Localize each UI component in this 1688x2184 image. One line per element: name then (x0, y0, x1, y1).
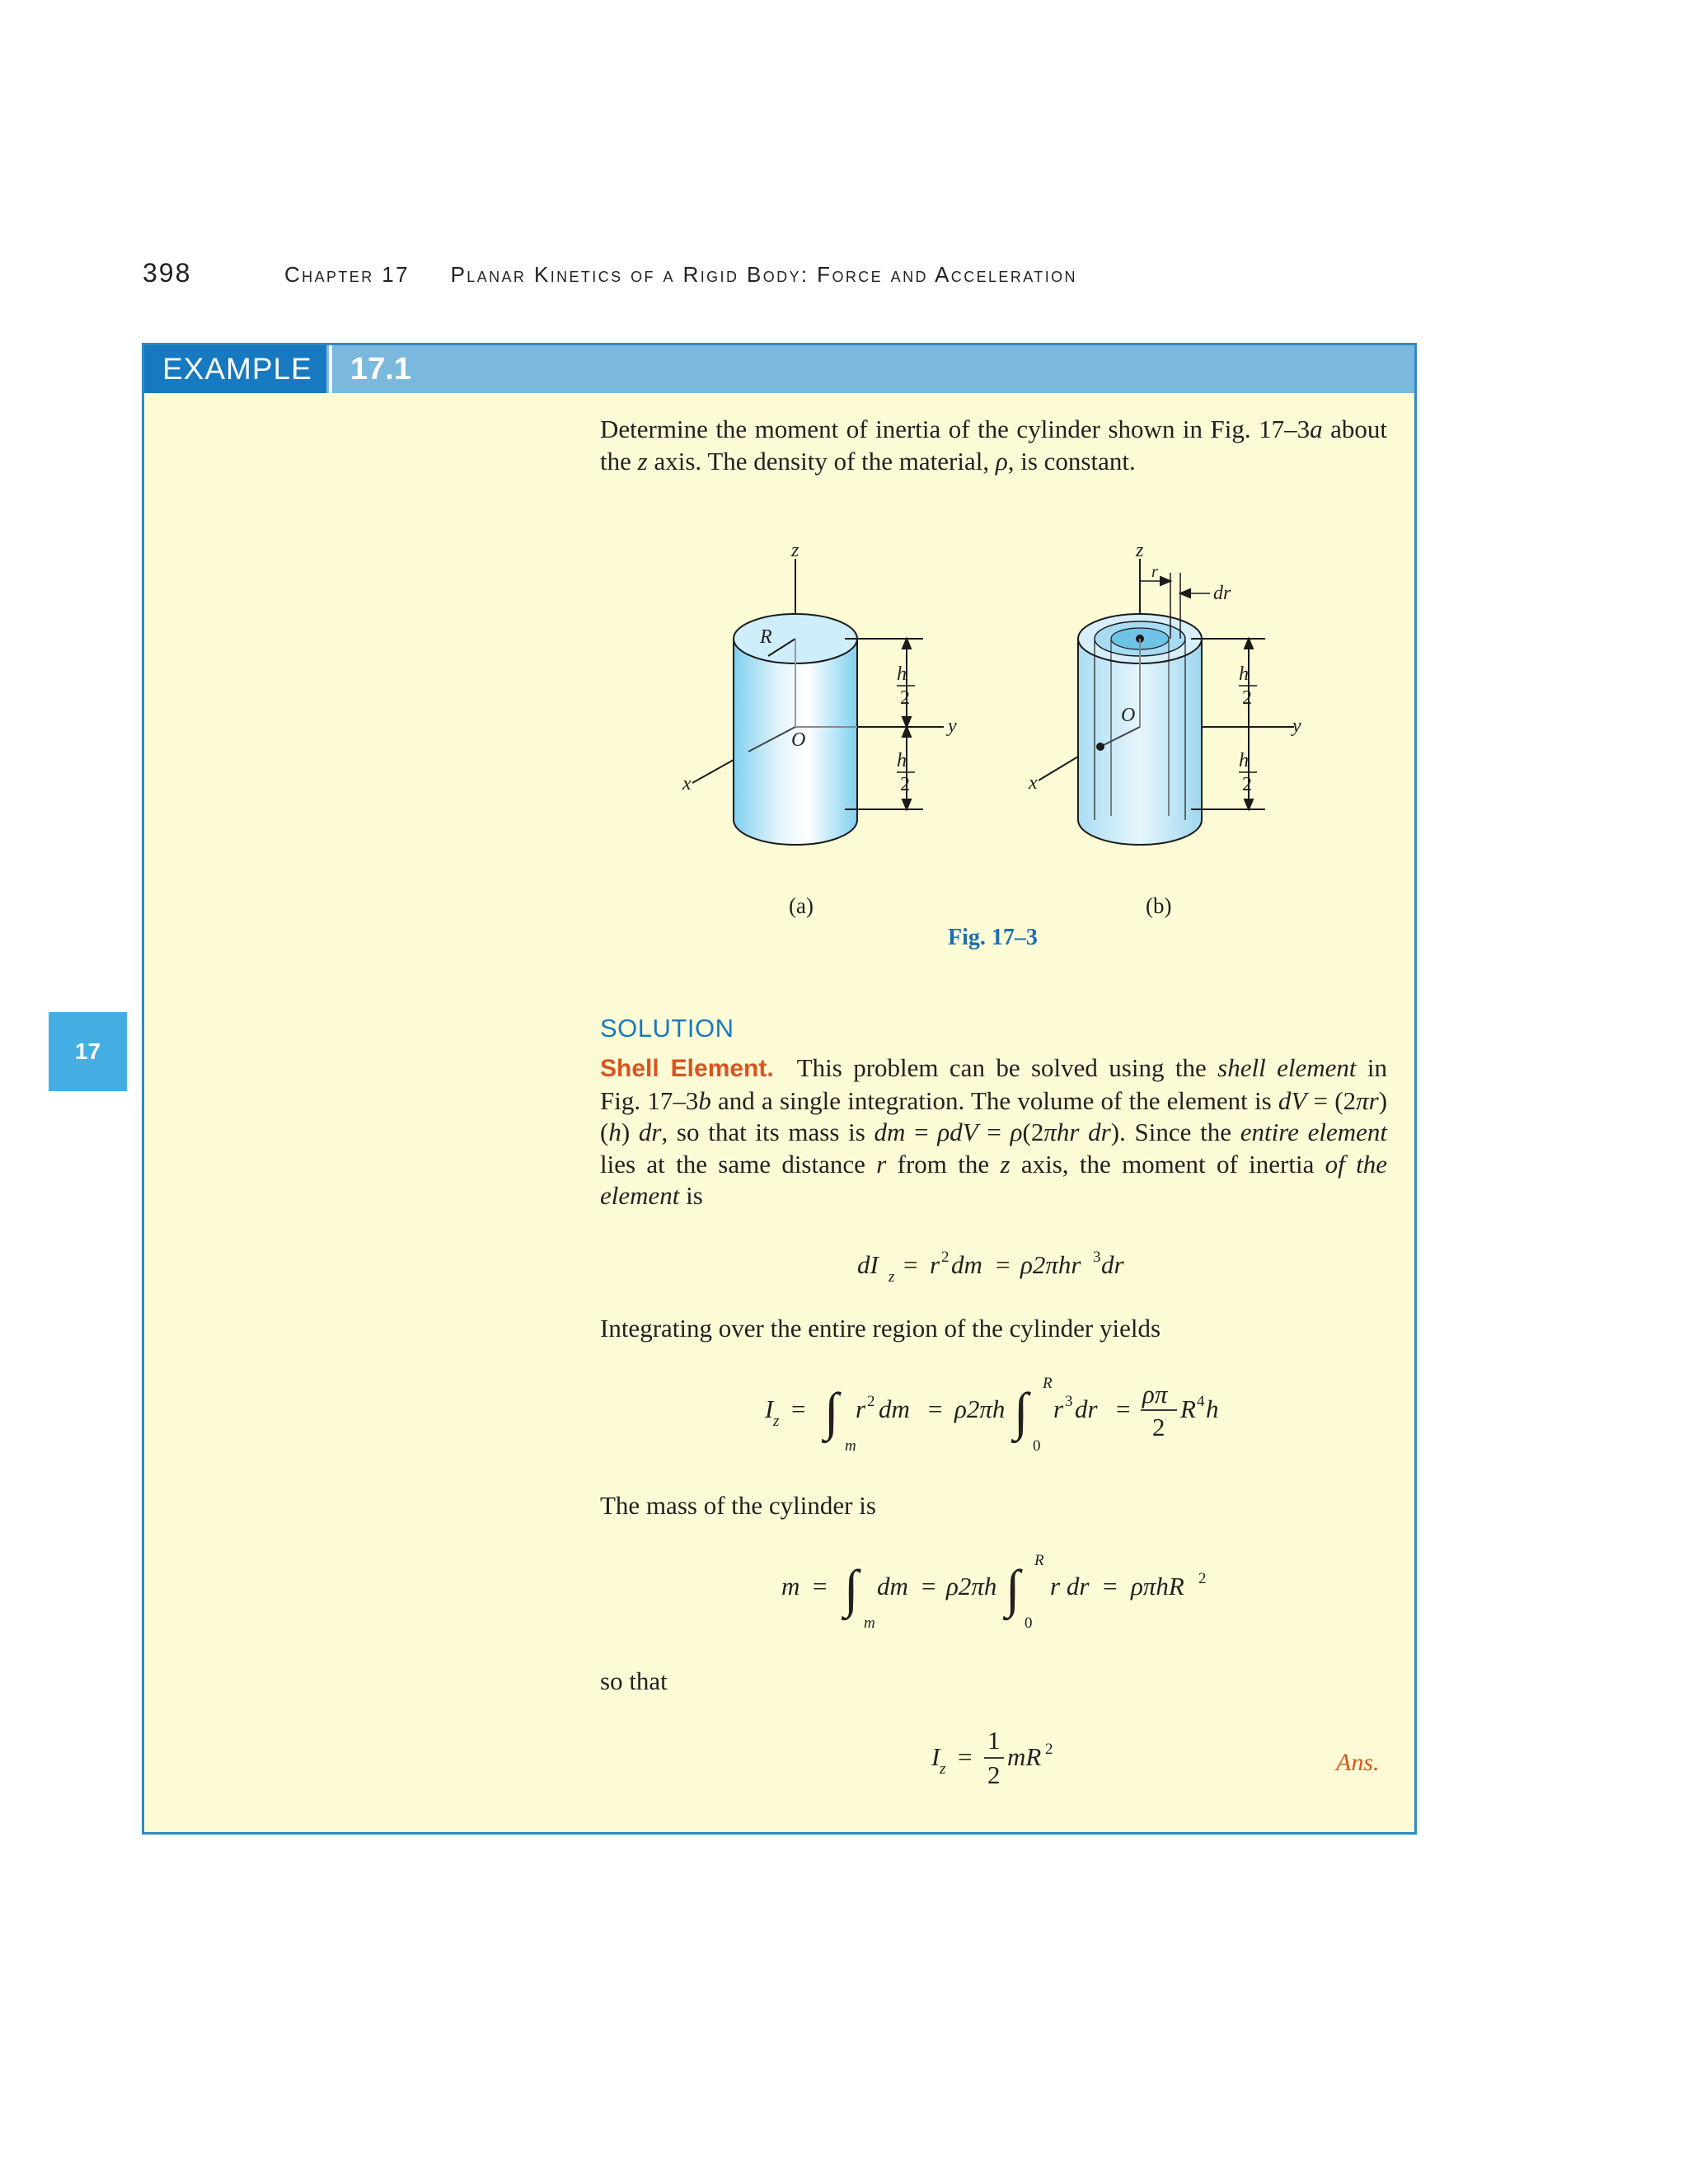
page-number: 398 (143, 258, 192, 288)
label-O-a: O (791, 729, 806, 751)
mass-text: The mass of the cylinder is (600, 1491, 876, 1520)
running-head (284, 262, 1077, 288)
svg-text:dr: dr (1101, 1250, 1124, 1279)
svg-text:2: 2 (1198, 1570, 1207, 1587)
svg-text:r: r (930, 1250, 940, 1279)
equation-Iz-integral (600, 1368, 1391, 1459)
chapter-tab: 17 (49, 1012, 127, 1091)
label-z-b: z (1136, 540, 1144, 561)
solution-heading: SOLUTION (600, 1014, 734, 1043)
svg-text:z: z (940, 1760, 946, 1778)
label-y-b: y (1292, 715, 1301, 737)
label-R: R (760, 626, 772, 648)
label-2-top-a: 2 (900, 687, 910, 709)
svg-text:=: = (996, 1250, 1010, 1279)
cylinder-b (1039, 559, 1294, 845)
figure-label-b: (b) (1146, 893, 1172, 918)
problem-statement: Determine the moment of inertia of the cylinder shown in Fig. 17–3a about the z axis. The density of the material, ρ, is constant. (600, 415, 1388, 476)
svg-text:r: r (856, 1394, 866, 1423)
svg-text:z: z (889, 1268, 895, 1286)
label-x-a: x (682, 773, 692, 794)
svg-text:=: = (903, 1250, 918, 1279)
svg-text:∫: ∫ (844, 1559, 859, 1618)
label-2-top-b: 2 (1242, 687, 1252, 709)
svg-text:dm: dm (951, 1250, 982, 1279)
running-head-chapter: Chapter 17 (284, 262, 410, 287)
svg-text:2: 2 (1045, 1741, 1053, 1758)
label-r: r (1151, 563, 1158, 581)
svg-text:m: m (781, 1572, 800, 1601)
label-O-b: O (1121, 705, 1136, 726)
svg-text:=: = (928, 1394, 943, 1423)
svg-text:m: m (864, 1615, 875, 1632)
svg-text:=: = (1103, 1572, 1118, 1601)
label-h-bot-b: h (1239, 750, 1249, 771)
svg-text:ρ2πh: ρ2πh (946, 1572, 997, 1601)
svg-text:=: = (1116, 1394, 1131, 1423)
svg-text:mR: mR (1007, 1742, 1042, 1771)
shell-element-paragraph: Shell Element. This problem can be solved using the shell element in Fig. 17–3b and a single integration. The volume of the element is dV = (2πr)(h) dr, so that its mass is dm = ρdV = ρ(2πhr dr). Since the entire element lies at the same distance r from the z axis, the moment of inertia of the element is (600, 1053, 1388, 1210)
svg-text:∫: ∫ (824, 1382, 839, 1441)
svg-text:2: 2 (941, 1249, 950, 1266)
label-2-bot-b: 2 (1242, 774, 1252, 795)
svg-text:z: z (773, 1413, 780, 1430)
label-y-a: y (948, 715, 957, 737)
running-head-title: Planar Kinetics of a Rigid Body: Force and Acceleration (450, 262, 1077, 287)
svg-text:R: R (1043, 1375, 1053, 1392)
svg-text:ρ2πhr: ρ2πhr (1020, 1250, 1081, 1279)
svg-text:4: 4 (1197, 1393, 1205, 1410)
example-label: EXAMPLE (144, 345, 326, 393)
figure-label-a: (a) (789, 893, 814, 918)
svg-text:r: r (1053, 1394, 1064, 1423)
svg-text:ρπ: ρπ (1142, 1380, 1168, 1408)
so-that-text: so that (600, 1666, 668, 1695)
label-h-top-b: h (1239, 663, 1249, 685)
example-separator (329, 345, 332, 393)
svg-text:2: 2 (1152, 1413, 1165, 1441)
figure-caption: Fig. 17–3 (948, 925, 1038, 950)
integrating-text: Integrating over the entire region of the cylinder yields (600, 1314, 1161, 1343)
svg-text:I: I (765, 1394, 774, 1423)
svg-text:R: R (1034, 1552, 1044, 1569)
svg-text:R: R (1180, 1394, 1196, 1423)
svg-text:0: 0 (1025, 1615, 1033, 1632)
svg-text:∫: ∫ (1006, 1559, 1020, 1618)
svg-text:=: = (958, 1742, 973, 1771)
svg-text:dm: dm (879, 1394, 910, 1423)
example-header (144, 345, 1414, 393)
svg-text:r dr: r dr (1050, 1572, 1090, 1601)
svg-text:3: 3 (1093, 1249, 1101, 1266)
svg-text:=: = (813, 1572, 828, 1601)
answer-label: Ans. (1336, 1749, 1380, 1776)
svg-text:∫: ∫ (1014, 1382, 1029, 1441)
label-dr: dr (1213, 583, 1231, 604)
equation-result (600, 1724, 1391, 1798)
svg-text:h: h (1206, 1394, 1219, 1423)
svg-text:0: 0 (1033, 1437, 1041, 1455)
svg-text:ρπhR: ρπhR (1131, 1572, 1184, 1601)
label-h-top-a: h (897, 663, 907, 685)
svg-text:1: 1 (987, 1726, 1001, 1755)
svg-text:=: = (791, 1394, 806, 1423)
equation-dIz (600, 1240, 1391, 1290)
shell-element-title: Shell Element. (600, 1055, 774, 1082)
svg-text:=: = (921, 1572, 936, 1601)
cylinder-figure (659, 536, 1335, 964)
svg-text:m: m (845, 1437, 856, 1455)
label-2-bot-a: 2 (900, 774, 910, 795)
svg-text:I: I (931, 1742, 940, 1771)
svg-text:2: 2 (867, 1393, 875, 1410)
svg-text:3: 3 (1065, 1393, 1073, 1410)
label-h-bot-a: h (897, 750, 907, 771)
label-z-a: z (791, 540, 799, 561)
equation-mass (600, 1545, 1391, 1636)
svg-text:dm: dm (877, 1572, 908, 1601)
svg-text:dr: dr (1075, 1394, 1098, 1423)
svg-text:dI: dI (857, 1250, 879, 1279)
svg-text:ρ2πh: ρ2πh (954, 1394, 1006, 1423)
svg-text:2: 2 (987, 1760, 1001, 1789)
label-x-b: x (1029, 772, 1038, 794)
example-number: 17.1 (350, 352, 411, 387)
